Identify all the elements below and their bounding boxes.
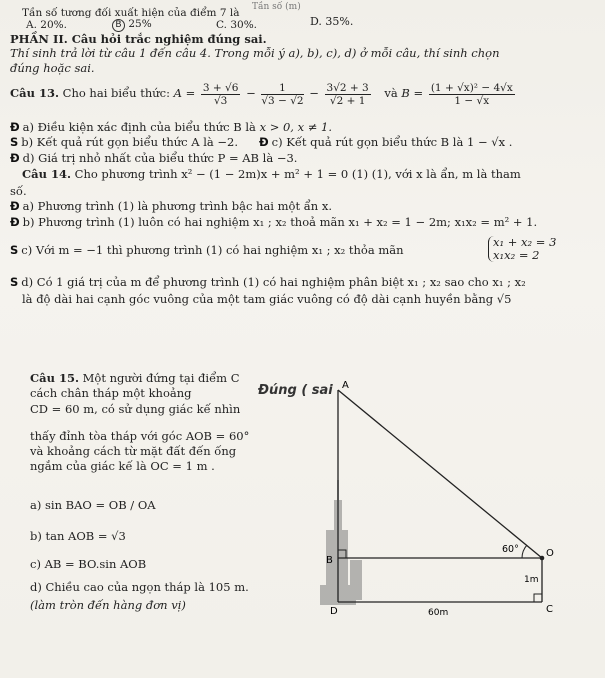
line-AO — [338, 390, 542, 558]
prev-option-b: B 25% — [112, 17, 152, 32]
circled-answer-b: B — [112, 19, 125, 32]
q14-d-cont: là độ dài hai cạnh góc vuông của một tam giác vuông có độ dài cạnh huyền bằng √5 — [22, 292, 512, 306]
mark-true: Đ — [10, 215, 20, 229]
q15-d: d) Chiều cao của ngọn tháp là 105 m. — [30, 580, 249, 594]
tower-silhouette — [320, 480, 362, 605]
q13-fraction-B: $\frac{\text{(1 + √x)² − 4√x}}{1 - √x}$ — [430, 81, 513, 107]
right-angle-C — [534, 594, 542, 602]
cropped-header-stub: Tần số (m) — [252, 2, 301, 12]
q14-b: Đ b) Phương trình (1) luôn có hai nghiệm x₁ ; x₂ thoả mãn x₁ + x₂ = 1 − 2m; x₁x₂ = m² + 1. — [10, 215, 538, 229]
part2-instruction-line1: Thí sinh trả lời từ câu 1 đến câu 4. Trong mỗi ý a), b), c), d) ở mỗi câu, thí sinh chọn — [10, 46, 500, 60]
q14-c-system: x₁ + x₂ = 3 x₁x₂ = 2 — [488, 236, 556, 262]
label-OC-1m: 1m — [524, 575, 539, 585]
handwritten-note: Đúng ( sai — [258, 383, 333, 398]
point-O — [540, 556, 545, 561]
q14-a: Đ a) Phương trình (1) là phương trình bậc hai một ẩn x. — [10, 199, 332, 213]
label-D: D — [330, 606, 338, 617]
q15-b: b) tan AOB = √3 — [30, 529, 126, 543]
q14-stem-cont: số. — [10, 184, 27, 198]
mark-true: Đ — [10, 120, 20, 134]
mark-false: S — [10, 243, 19, 257]
worksheet-page: Tần số (m) Tần số tương đối xuất hiện của điểm 7 là A. 20%. B 25% C. 30%. D. 35%. PHẦN II. Câu hỏi trắc nghiệm đúng sai. Thí sinh trả lời từ câu 1 đến câu 4. Trong mỗi ý a), b), c), d) ở mỗi câu, thí sinh chọn đúng hoặc sai. Câu 13. Cho hai biểu thức: A = $\frac{3 + √6}{√3}$ − $\frac{1}{√3 - √2}$ − $\frac{3√2 + 3}{√2 + 1}$ và B = $\frac{\text{(1 + √x)² − 4√x}}{1 - √x}$ Đ a) Điều kiện xác định của biểu thức B là x > 0, x ≠ 1. S b) Kết quả rút gọn biểu thức A là −2. Đ c) Kết quả rút gọn biểu thức B là 1 − √x . Đ d) Giá trị nhỏ nhất của biểu thức P = AB là −3. Câu 14. Cho phương trình x² − (1 − 2m)x + m² + 1 = 0 (1) (1), với x là ẩn, m là tham số. Đ a) Phương trình (1) là phương trình bậc hai một ẩn x. Đ b) Phương trình (1) luôn có hai nghiệm x₁ ; x₂ thoả mãn x₁ + x₂ = 1 − 2m; x₁x₂ = m² + 1. S c) Với m = −1 thì phương trình (1) có hai nghiệm x₁ ; x₂ thỏa mãn x₁ + x₂ = 3 x₁x₂ = 2 S d) Có 1 giá trị của m để phương trình (1) có hai nghiệm phân biệt x₁ ; x₂ sao cho x₁ ; x₂ là độ dài hai cạnh góc vuông của một tam giác vuông có độ dài cạnh huyền bằng √5 Câu 15. Một người đứng tại điểm C cách chân tháp một khoảng CD = 60 m, có sử dụng giác kế nhìn thấy đỉnh tòa tháp với góc AOB = 60° và khoảng cách từ mặt đất đến ống ngắm của giác kế là OC = 1 m . Đúng ( sai a) sin BAO = OB / OA b) tan AOB = √3 c) AB = BO.sin AOB d) Chiều cao của ngọn tháp là 105 m. (làm tròn đến hàng đơn vị) A B O C D 60° 1m 60m — [0, 0, 605, 678]
prev-question-stem: Tần số tương đối xuất hiện của điểm 7 là — [22, 7, 240, 19]
label-O: O — [546, 548, 554, 559]
q13-a: Đ a) Điều kiện xác định của biểu thức B là x > 0, x ≠ 1. — [10, 120, 333, 134]
q15-a: a) sin BAO = OB / OA — [30, 498, 156, 512]
mark-true: Đ — [10, 199, 20, 213]
mark-true: Đ — [259, 135, 269, 149]
label-A: A — [342, 380, 349, 391]
tower-figure — [320, 380, 575, 635]
q14-c: S c) Với m = −1 thì phương trình (1) có hai nghiệm x₁ ; x₂ thỏa mãn — [10, 243, 404, 257]
label-angle-60: 60° — [502, 544, 519, 555]
label-DC-60m: 60m — [428, 608, 449, 618]
q13-c: Đ c) Kết quả rút gọn biểu thức B là 1 − √x . — [259, 135, 513, 149]
q14-stem: Câu 14. Cho phương trình x² − (1 − 2m)x + m² + 1 = 0 (1) (1), với x là ẩn, m là tham — [22, 167, 521, 181]
part2-instruction-line2: đúng hoặc sai. — [10, 61, 95, 75]
q15-c: c) AB = BO.sin AOB — [30, 557, 147, 571]
q14-d: S d) Có 1 giá trị của m để phương trình (1) có hai nghiệm phân biệt x₁ ; x₂ sao cho x₁ ; x₂ — [10, 275, 526, 289]
part2-title: PHẦN II. Câu hỏi trắc nghiệm đúng sai. — [10, 32, 267, 46]
mark-false: S — [10, 135, 19, 149]
q13-fraction-1: $\frac{3 + √6}{√3}$ — [202, 81, 239, 107]
q13-b: S b) Kết quả rút gọn biểu thức A là −2. — [10, 135, 239, 149]
mark-true: Đ — [10, 151, 20, 165]
q13-d: Đ d) Giá trị nhỏ nhất của biểu thức P = AB là −3. — [10, 151, 298, 165]
label-B: B — [326, 555, 333, 566]
q13-stem: Câu 13. Cho hai biểu thức: A = $\frac{3 + √6}{√3}$ − $\frac{1}{√3 - √2}$ − $\frac{3√2 + 3}{√2 + 1}$ và B = $\frac{\text{(1 + √x)² − 4√x}}{1 - √x}$ — [10, 81, 513, 107]
prev-option-d: D. 35%. — [310, 15, 354, 28]
q13-fraction-2: $\frac{1}{√3 - √2}$ — [261, 81, 304, 107]
q13-fraction-3: $\frac{3√2 + 3}{√2 + 1}$ — [326, 81, 369, 107]
angle-arc-O — [522, 545, 527, 558]
q15-rounding-note: (làm tròn đến hàng đơn vị) — [30, 598, 186, 612]
label-C: C — [546, 604, 553, 615]
prev-option-c: C. 30%. — [216, 19, 258, 31]
prev-option-a: A. 20%. — [26, 19, 67, 31]
mark-false: S — [10, 275, 19, 289]
